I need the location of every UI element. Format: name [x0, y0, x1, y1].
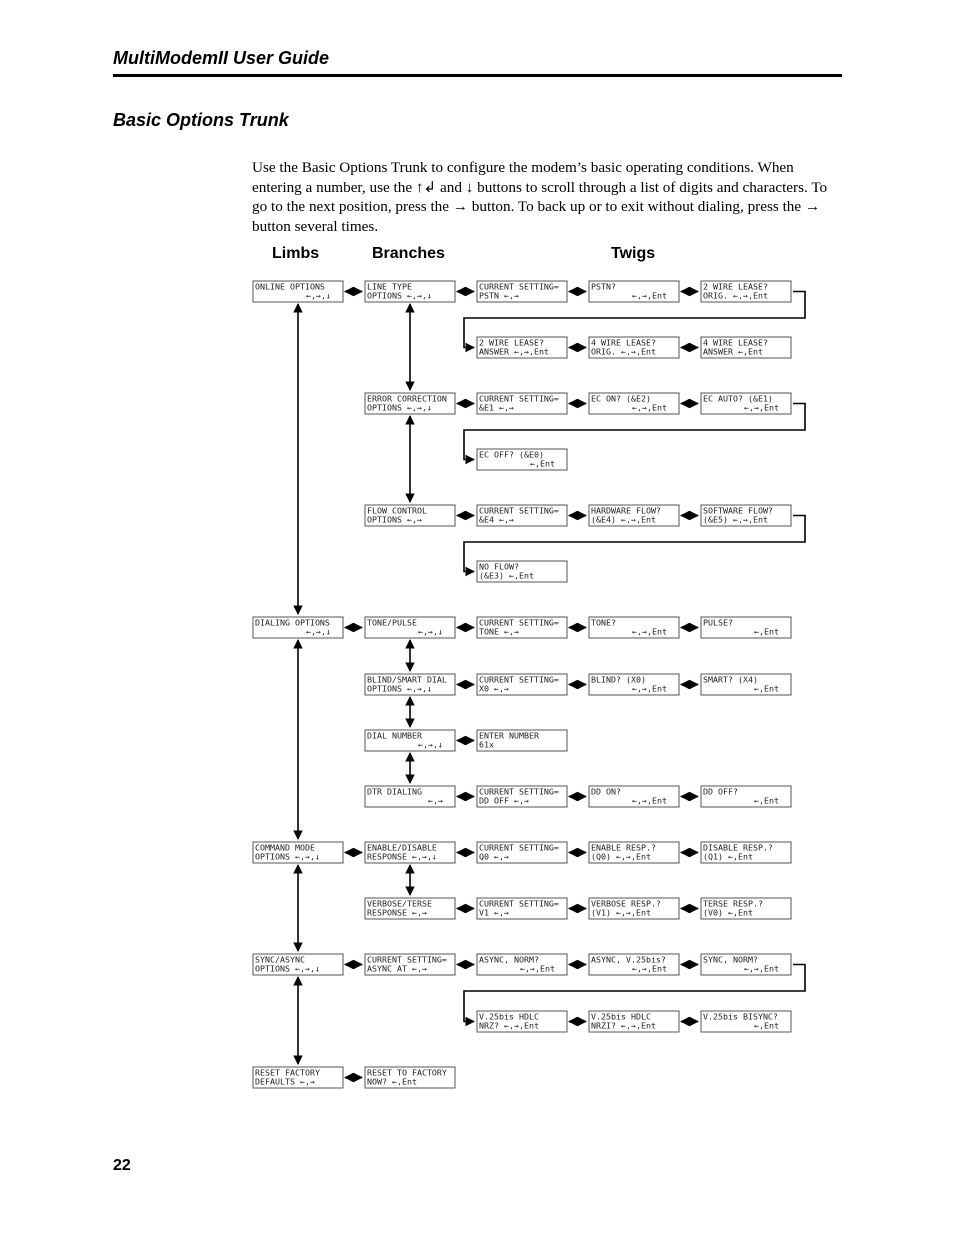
- lcd-box-flow-control-options: [365, 505, 455, 526]
- lcd-line-1: ASYNC, V.25bis?: [591, 954, 666, 965]
- intro-text-4: button. To back up or to exit without dialing, press the: [467, 198, 805, 216]
- lcd-line-1: CURRENT SETTING=: [479, 842, 559, 853]
- lcd-box-error-correction-options: [365, 393, 455, 414]
- lcd-line-1: PULSE?: [703, 617, 733, 628]
- lcd-line-2: OPTIONS ←,→,↓: [367, 683, 432, 694]
- lcd-line-1: NO FLOW?: [479, 561, 519, 572]
- lcd-box-blind: [589, 674, 679, 695]
- lcd-line-1: CURRENT SETTING=: [479, 898, 559, 909]
- lcd-box-verbose-resp: [589, 898, 679, 919]
- lcd-line-2: (V1) ←,→,Ent: [591, 907, 651, 918]
- lcd-line-2: ←,Ent: [530, 458, 555, 469]
- intro-text-3: buttons to scroll through a list of digits and characters. To go to the next position, press the: [252, 178, 828, 216]
- lcd-line-2: ←,→,Ent: [632, 626, 667, 637]
- lcd-box-blind-current: [477, 674, 567, 695]
- lcd-line-2: ORIG. ←,→,Ent: [703, 290, 768, 301]
- lcd-line-1: EC OFF? (&E0): [479, 449, 544, 460]
- lcd-line-1: 2 WIRE LEASE?: [479, 337, 544, 348]
- lcd-line-2: (Q1) ←,Ent: [703, 851, 753, 862]
- lcd-box-4wire-answer: [701, 337, 791, 358]
- lcd-line-1: TERSE RESP.?: [703, 898, 763, 909]
- lcd-line-1: CURRENT SETTING=: [479, 281, 559, 292]
- lcd-line-1: CURRENT SETTING=: [479, 505, 559, 516]
- lcd-line-2: ←,→,Ent: [520, 963, 555, 974]
- lcd-line-2: OPTIONS ←,→,↓: [367, 290, 432, 301]
- lcd-box-dialing-options: [253, 617, 343, 638]
- lcd-line-1: ASYNC, NORM?: [479, 954, 539, 965]
- lcd-line-1: V.25bis HDLC: [479, 1011, 539, 1022]
- lcd-line-2: ASYNC AT ←,→: [367, 963, 427, 974]
- lcd-line-1: PSTN?: [591, 281, 616, 292]
- lcd-line-2: OPTIONS ←,→: [367, 514, 422, 525]
- lcd-line-1: TONE/PULSE: [367, 617, 417, 628]
- intro-text-1: Use the Basic Options Trunk to configure the modem’s basic operating conditions. When entering a number, use the: [252, 159, 794, 196]
- lcd-line-1: DISABLE RESP.?: [703, 842, 773, 853]
- lcd-line-2: ←,Ent: [754, 626, 779, 637]
- lcd-line-2: ←,→,Ent: [744, 963, 779, 974]
- lcd-line-1: FLOW CONTROL: [367, 505, 427, 516]
- lcd-box-hardware-flow: [589, 505, 679, 526]
- limbs-heading: Limbs: [272, 245, 320, 262]
- lcd-line-2: (&E5) ←,→,Ent: [703, 514, 768, 525]
- lcd-box-reset-factory-defaults: [253, 1067, 343, 1088]
- lcd-box-reset-to-factory-now: [365, 1067, 455, 1088]
- lcd-line-1: SMART? (X4): [703, 674, 758, 685]
- lcd-line-1: 4 WIRE LEASE?: [703, 337, 768, 348]
- section-title: Basic Options Trunk: [113, 110, 289, 130]
- lcd-line-2: ←,→,Ent: [632, 402, 667, 413]
- lcd-line-1: 2 WIRE LEASE?: [703, 281, 768, 292]
- lcd-line-1: V.25bis BISYNC?: [703, 1011, 778, 1022]
- lcd-line-1: SYNC, NORM?: [703, 954, 758, 965]
- lcd-line-2: ←,→,↓: [418, 626, 443, 637]
- lcd-line-1: DTR DIALING: [367, 786, 422, 797]
- lcd-line-1: VERBOSE RESP.?: [591, 898, 661, 909]
- lcd-box-2wire-orig: [701, 281, 791, 302]
- lcd-line-2: ←,→,↓: [306, 626, 331, 637]
- lcd-box-dtr-current: [477, 786, 567, 807]
- lcd-line-1: ENABLE RESP.?: [591, 842, 656, 853]
- lcd-line-1: VERBOSE/TERSE: [367, 898, 432, 909]
- lcd-box-tone-current: [477, 617, 567, 638]
- lcd-line-1: CURRENT SETTING=: [479, 617, 559, 628]
- lcd-line-2: ANSWER ←,Ent: [703, 346, 763, 357]
- lcd-line-1: DD OFF?: [703, 786, 738, 797]
- twigs-heading: Twigs: [611, 245, 656, 262]
- lcd-box-v25bis-hdlc-nrz: [477, 1011, 567, 1032]
- lcd-box-pulse: [701, 617, 791, 638]
- lcd-line-1: CURRENT SETTING=: [367, 954, 447, 965]
- lcd-box-flow-current: [477, 505, 567, 526]
- lcd-box-enable-resp: [589, 842, 679, 863]
- lcd-box-software-flow: [701, 505, 791, 526]
- lcd-line-2: OPTIONS ←,→,↓: [255, 851, 320, 862]
- lcd-line-1: HARDWARE FLOW?: [591, 505, 661, 516]
- lcd-line-2: DEFAULTS ←,→: [255, 1076, 315, 1087]
- right-arrow-icon: →: [452, 198, 468, 216]
- lcd-box-verbose-current: [477, 898, 567, 919]
- lcd-line-2: (&E3) ←,Ent: [479, 570, 534, 581]
- lcd-line-1: DD ON?: [591, 786, 621, 797]
- lcd-line-1: DIALING OPTIONS: [255, 617, 330, 628]
- lcd-line-1: EC ON? (&E2): [591, 393, 651, 404]
- lcd-line-2: ←,→,Ent: [632, 290, 667, 301]
- lcd-line-2: (V0) ←,Ent: [703, 907, 753, 918]
- lcd-line-2: &E1 ←,→: [479, 402, 514, 413]
- lcd-line-1: SOFTWARE FLOW?: [703, 505, 773, 516]
- lcd-line-1: ENTER NUMBER: [479, 730, 539, 741]
- intro-text-5: button several times.: [252, 217, 379, 235]
- lcd-line-1: BLIND? (X0): [591, 674, 646, 685]
- lcd-line-2: ←,→: [428, 795, 443, 806]
- flowchart-boxes: [253, 281, 791, 1088]
- lcd-line-2: RESPONSE ←,→,↓: [367, 851, 437, 862]
- lcd-line-2: PSTN ←,→: [479, 290, 519, 301]
- lcd-box-sync-current: [365, 954, 455, 975]
- lcd-line-2: ←,→,Ent: [632, 963, 667, 974]
- lcd-line-2: ←,Ent: [754, 683, 779, 694]
- right-arrow-icon: →: [804, 198, 821, 216]
- lcd-line-1: V.25bis HDLC: [591, 1011, 651, 1022]
- page-number: 22: [113, 1157, 131, 1174]
- lcd-box-dial-number: [365, 730, 455, 751]
- lcd-line-2: Q0 ←,→: [479, 851, 509, 862]
- lcd-line-2: ←,→,↓: [306, 290, 331, 301]
- lcd-box-enter-number: [477, 730, 567, 751]
- lcd-line-1: TONE?: [591, 617, 616, 628]
- lcd-box-tone-pulse: [365, 617, 455, 638]
- lcd-box-2wire-answer: [477, 337, 567, 358]
- lcd-box-ec-current: [477, 393, 567, 414]
- lcd-line-1: DIAL NUMBER: [367, 730, 422, 741]
- lcd-line-1: CURRENT SETTING=: [479, 393, 559, 404]
- lcd-box-online-options: [253, 281, 343, 302]
- lcd-box-line-type-options: [365, 281, 455, 302]
- lcd-box-smart: [701, 674, 791, 695]
- lcd-line-1: BLIND/SMART DIAL: [367, 674, 447, 685]
- lcd-line-1: CURRENT SETTING=: [479, 786, 559, 797]
- lcd-box-line-type-current: [477, 281, 567, 302]
- lcd-box-disable-resp: [701, 842, 791, 863]
- running-title: MultiModemII User Guide: [113, 48, 330, 68]
- lcd-box-pstn: [589, 281, 679, 302]
- lcd-line-1: ENABLE/DISABLE: [367, 842, 437, 853]
- lcd-box-ec-off: [477, 449, 567, 470]
- lcd-line-1: LINE TYPE: [367, 281, 412, 292]
- lcd-line-1: SYNC/ASYNC: [255, 954, 305, 965]
- down-arrow-icon: ↓: [465, 178, 474, 196]
- lcd-line-1: 4 WIRE LEASE?: [591, 337, 656, 348]
- lcd-line-2: &E4 ←,→: [479, 514, 514, 525]
- lcd-box-dd-on: [589, 786, 679, 807]
- lcd-line-2: ←,Ent: [754, 795, 779, 806]
- up-arrow-icon: ↑↲: [415, 178, 437, 196]
- lcd-box-no-flow: [477, 561, 567, 582]
- lcd-line-2: NRZ? ←,→,Ent: [479, 1020, 539, 1031]
- lcd-box-blind-smart-dial: [365, 674, 455, 695]
- lcd-line-2: OPTIONS ←,→,↓: [255, 963, 320, 974]
- lcd-box-v25bis-bisync: [701, 1011, 791, 1032]
- lcd-box-enable-disable-response: [365, 842, 455, 863]
- lcd-line-2: NOW? ←,Ent: [367, 1076, 417, 1087]
- lcd-line-2: (Q0) ←,→,Ent: [591, 851, 651, 862]
- lcd-line-2: ←,→,Ent: [744, 402, 779, 413]
- lcd-box-terse-resp: [701, 898, 791, 919]
- lcd-line-2: RESPONSE ←,→: [367, 907, 427, 918]
- lcd-line-1: RESET FACTORY: [255, 1067, 320, 1078]
- lcd-line-2: 61x: [479, 739, 494, 750]
- intro-text-2: and: [436, 178, 466, 196]
- lcd-line-2: ←,→,↓: [418, 739, 443, 750]
- lcd-box-command-mode-options: [253, 842, 343, 863]
- lcd-line-1: CURRENT SETTING=: [479, 674, 559, 685]
- lcd-box-async-norm: [477, 954, 567, 975]
- lcd-line-2: OPTIONS ←,→,↓: [367, 402, 432, 413]
- lcd-line-2: (&E4) ←,→,Ent: [591, 514, 656, 525]
- lcd-line-2: X0 ←,→: [479, 683, 509, 694]
- lcd-line-2: TONE ←,→: [479, 626, 519, 637]
- lcd-box-dd-off: [701, 786, 791, 807]
- lcd-line-1: RESET TO FACTORY: [367, 1067, 447, 1078]
- lcd-box-4wire-orig: [589, 337, 679, 358]
- lcd-line-2: ORIG. ←,→,Ent: [591, 346, 656, 357]
- lcd-line-1: COMMAND MODE: [255, 842, 315, 853]
- lcd-box-verbose-terse-response: [365, 898, 455, 919]
- lcd-box-ec-auto: [701, 393, 791, 414]
- lcd-box-tone: [589, 617, 679, 638]
- lcd-line-2: V1 ←,→: [479, 907, 509, 918]
- branches-heading: Branches: [372, 245, 445, 262]
- lcd-box-v25bis-hdlc-nrzi: [589, 1011, 679, 1032]
- lcd-line-2: NRZI? ←,→,Ent: [591, 1020, 656, 1031]
- lcd-box-response-current: [477, 842, 567, 863]
- lcd-line-2: DD OFF ←,→: [479, 795, 529, 806]
- lcd-line-1: ONLINE OPTIONS: [255, 281, 325, 292]
- lcd-box-sync-async-options: [253, 954, 343, 975]
- lcd-line-2: ←,→,Ent: [632, 795, 667, 806]
- lcd-box-dtr-dialing: [365, 786, 455, 807]
- lcd-line-2: ANSWER ←,→,Ent: [479, 346, 549, 357]
- lcd-line-1: ERROR CORRECTION: [367, 393, 447, 404]
- lcd-line-1: EC AUTO? (&E1): [703, 393, 773, 404]
- lcd-box-sync-norm: [701, 954, 791, 975]
- lcd-line-2: ←,Ent: [754, 1020, 779, 1031]
- lcd-line-2: ←,→,Ent: [632, 683, 667, 694]
- lcd-box-async-v25bis: [589, 954, 679, 975]
- lcd-box-ec-on: [589, 393, 679, 414]
